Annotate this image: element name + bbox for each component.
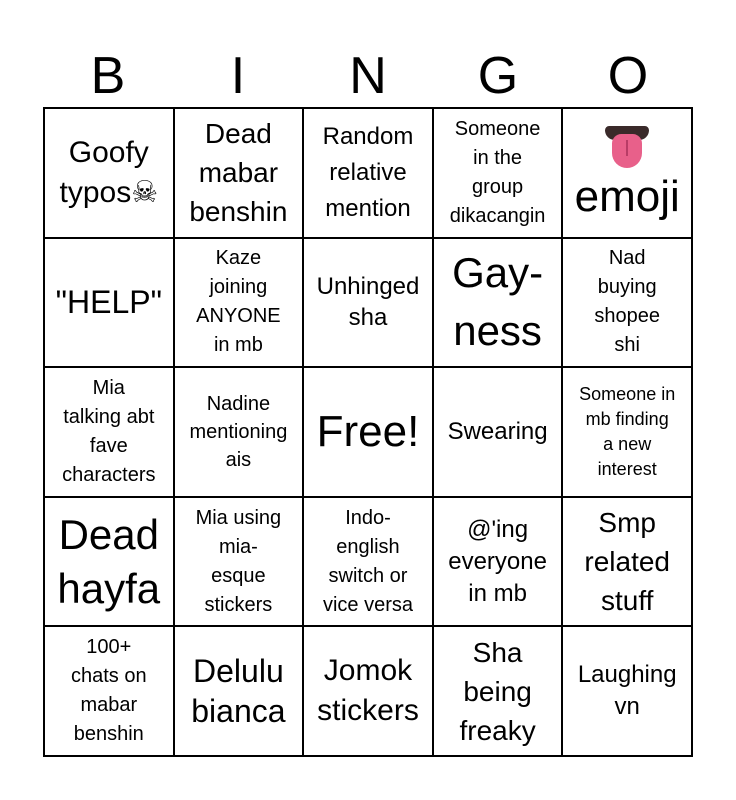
cell-label: Mia talking abt fave characters (62, 376, 156, 486)
bingo-cell[interactable] (433, 497, 563, 627)
bingo-cell[interactable] (562, 626, 692, 756)
bingo-cell[interactable] (174, 626, 304, 756)
header-letter-o: O (607, 47, 649, 105)
bingo-cell[interactable] (44, 108, 174, 238)
cell-label: emoji (574, 171, 680, 221)
cell-label: Unhinged sha (316, 273, 420, 332)
bingo-cell[interactable] (562, 108, 692, 238)
cell-label: Smp related stuff (584, 507, 670, 617)
bingo-cell[interactable] (174, 367, 304, 497)
header-letter-i: I (230, 47, 246, 105)
cell-label: Kaze joining ANYONE in mb (196, 247, 281, 357)
bingo-header (43, 46, 693, 106)
cell-label: Swearing (447, 418, 548, 446)
cell-label: 100+ chats on mabar benshin (70, 636, 147, 746)
cell-label: Laughing vn (577, 661, 677, 721)
cell-label: Sha being freaky (459, 636, 536, 746)
bingo-cell[interactable] (562, 367, 692, 497)
bingo-cell[interactable] (44, 238, 174, 368)
cell-label: "HELP" (55, 284, 162, 321)
tongue-emoji-icon (601, 126, 653, 170)
bingo-cell[interactable] (44, 497, 174, 627)
bingo-cell[interactable] (562, 238, 692, 368)
header-letter-g: G (477, 47, 519, 105)
bingo-cell[interactable] (303, 238, 433, 368)
cell-label: Mia using mia- esque stickers (195, 506, 282, 616)
bingo-cell[interactable] (44, 626, 174, 756)
cell-label: Nadine mentioning ais (189, 392, 288, 471)
bingo-cell[interactable] (433, 367, 563, 497)
cell-label: Someone in mb finding a new interest (579, 383, 676, 479)
bingo-cell[interactable] (303, 108, 433, 238)
bingo-cell[interactable] (174, 497, 304, 627)
bingo-cell[interactable] (433, 626, 563, 756)
cell-label: Someone in the group dikacangin (449, 117, 546, 227)
cell-label: Delulu bianca (191, 653, 286, 730)
cell-label: Dead mabar benshin (189, 118, 288, 228)
cell-label: Free! (316, 406, 420, 456)
bingo-cell[interactable] (303, 626, 433, 756)
bingo-cell[interactable] (433, 108, 563, 238)
bingo-cell[interactable] (303, 367, 433, 497)
cell-label: Goofy typos☠ (59, 135, 159, 209)
bingo-board (43, 107, 693, 757)
cell-label: @'ing everyone in mb (448, 515, 547, 607)
cell-label: Gay- ness (452, 249, 544, 355)
bingo-cell[interactable] (562, 497, 692, 627)
cell-label: Jomok stickers (317, 654, 419, 728)
header-letter-b: B (90, 47, 126, 105)
bingo-cell[interactable] (174, 238, 304, 368)
bingo-cell[interactable] (303, 497, 433, 627)
cell-label: Indo- english switch or vice versa (322, 506, 413, 616)
cell-label: Dead hayfa (57, 510, 161, 612)
header-letter-n: N (349, 47, 387, 105)
bingo-cell[interactable] (44, 367, 174, 497)
cell-label: Random relative mention (322, 122, 414, 222)
bingo-cell[interactable] (174, 108, 304, 238)
bingo-cell[interactable] (433, 238, 563, 368)
cell-label: Nad buying shopee shi (594, 247, 660, 357)
